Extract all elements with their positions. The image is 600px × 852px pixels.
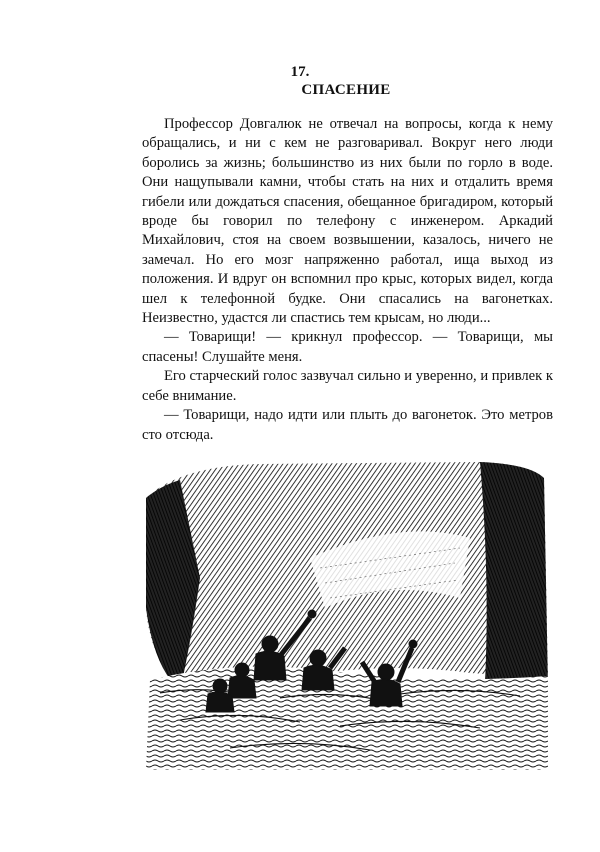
chapter-title: СПАСЕНИЕ [301, 82, 391, 98]
paragraph-1: Профессор Довгалюк не отвечал на вопросы, когда к нему обращались, и ни с кем не разговаривал. Вокруг него люди боролись за жизнь; большинство из них были по горло в воде. Они нащупывали камни, чтобы стать на них и отдалить время гибели или дождаться спасения, обещанное бригадиром, который вроде бы говорил по телефону с инженером. Аркадий Михайлович, стоя на своем возвышении, казалось, ничего не замечал. Но его мозг напряженно работал, ища выход из положения. И вдруг он вспомнил про крыс, которых видел, когда шел к телефонной будке. Они спасались на вагонетках. Неизвестно, удастся ли спастись тем крысам, но люди... [142, 116, 553, 327]
paragraph-4: — Товарищи, надо идти или плыть до вагонеток. Это метров сто отсюда. [142, 407, 553, 443]
paragraph-2: — Товарищи! — крикнул профессор. — Товарищи, мы спасены! Слушайте меня. [142, 329, 553, 365]
chapter-number: 17. [290, 64, 310, 80]
paragraph-3: Его старческий голос зазвучал сильно и уверенно, и привлек к себе внимание. [142, 368, 553, 404]
illustration-flooded-mine [140, 458, 554, 770]
chapter-title-row [0, 82, 600, 99]
water-surface [146, 667, 548, 770]
tunnel-wall-right [480, 462, 548, 688]
chapter-body [142, 115, 553, 445]
